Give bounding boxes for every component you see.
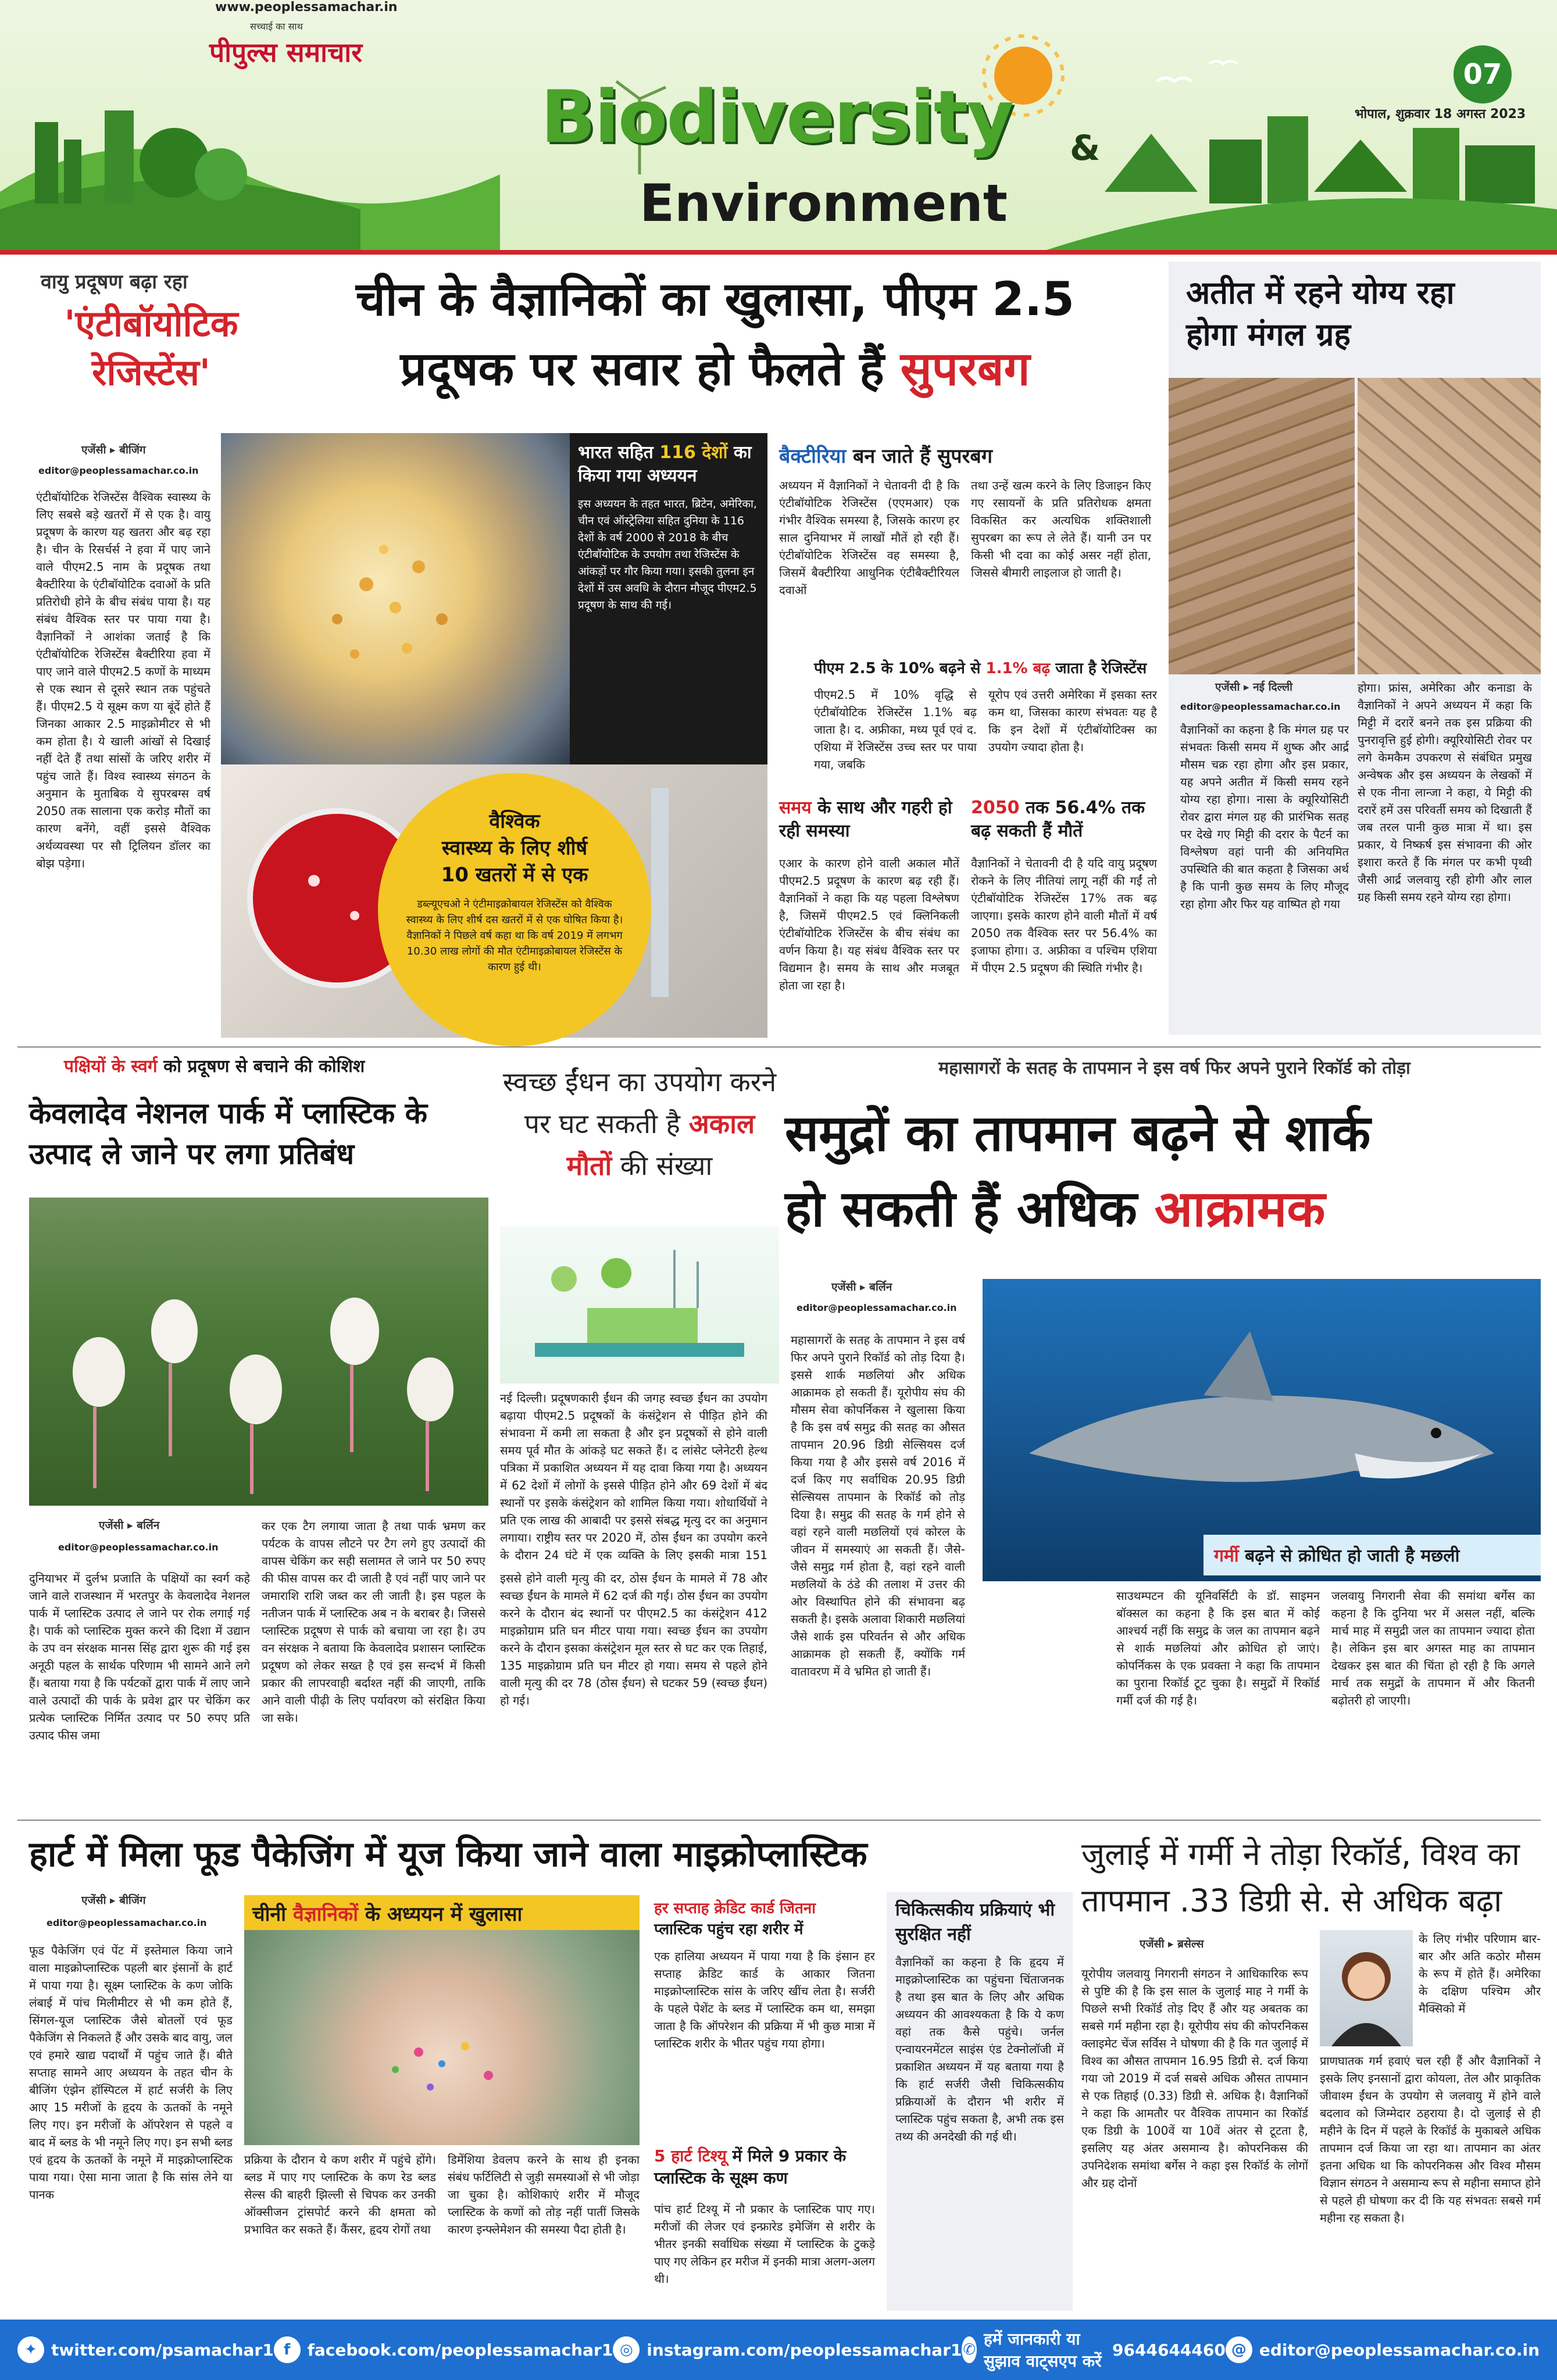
china-headline-line2-b: सुपरबग (900, 342, 1030, 396)
shark-body-left: महासागरों के सतह के तापमान ने इस वर्ष फिर अपने पुराने रिकॉर्ड को तोड़ दिया है। इससे शार्क मछलियां और अधिक आक्रामक हो सकती हैं। यूरोपीय संघ की मौसम सेवा कोपर्निकस ने खुलासा किया है कि इस वर्ष समुद्र की सतह का औसत तापमान 20.96 डिग्री सेल्सियस दर्ज किया गया है और इससे वर्ष 2016 में दर्ज किए गए सर्वाधिक 20.95 डिग्री सेल्सियस तापमान के रिकॉर्ड को तोड़ दिया है। समुद्र की सतह के गर्म होने से वहां रहने वाली मछलियों एवं कोरल के जीवन में समस्याएं आ सकती हैं। जैसे-जैसे समुद्र गर्म होता है, वहां रहने वाली मछलियों के ठंडे की तलाश में उत्तर की ओर विस्थापित होने की संभावना बढ़ सकती है। इसके अलावा शिकारी मछलियां जैसे शार्क इस परिवर्तन से और अधिक आक्रामक हो सकती हैं, क्योंकि गर्म वातावरण में वे भ्रमित हो जाती हैं। (791, 1333, 965, 1678)
mars-photo-right (1358, 378, 1541, 674)
page-number: 07 (1463, 58, 1502, 91)
email-icon: @ (1226, 2336, 1252, 2363)
masthead-website[interactable]: www.peoplessamachar.in (215, 0, 398, 15)
tissue-title (654, 2145, 875, 2189)
antibiotic-byline: एजेंसी ▸ बीजिंग (81, 444, 146, 456)
time-title (779, 796, 959, 843)
footer-facebook[interactable] (274, 2336, 613, 2363)
fuel-headline-a: स्वच्छ ईंधन का उपयोग करने पर घट सकती है (502, 1066, 777, 1139)
micro-col2a: प्रक्रिया के दौरान ये कण शरीर में पहुंचे होंगे। ब्लड में पाए गए प्लास्टिक के कण रेड ब्लड सेल्स की बाहरी झिल्ली से चिपक कर उनकी ऑक्सीजन ट्रांसपोर्ट करने की क्षमता को प्रभावित कर सकते हैं। कैंसर, हृदय रोगों तथा (244, 2153, 436, 2236)
micro-banner-a: चीनी (252, 1903, 287, 1926)
masthead-tagline: सच्चाई का साथ (250, 21, 303, 32)
july-photo-side: के लिए गंभीर परिणाम बार-बार और अति कठोर मौसम के रूप में होते हैं। अमेरिका के दक्षिण पश्चिम और मैक्सिको में (1419, 1932, 1541, 2016)
facebook-icon: f (274, 2336, 301, 2363)
birds-body-right: कर एक टैग लगाया जाता है तथा पार्क भ्रमण कर पर्यटक के वापस लौटने पर टैग लगे हुए उत्पादों की वापस चेकिंग कर सही सलामत ले जाने पर 50 रुपए की फीस वापस कर दी जाती है एवं नहीं पाए जाने पर जमाराशि राशि जब्त कर ली जाती है। इस पहल के नतीजन पार्क में प्लास्टिक अब न के बराबर है। जिससे प्लास्टिक प्रदूषण से पार्क को बचाया जा रहा है। उप वन संरक्षक ने बताया कि केवलादेव प्रशासन प्लास्टिक प्रदूषण को लेकर सख्त है एवं इस सन्दर्भ में किसी प्रकार की लापरवाही बर्दाश्त नहीं की जाएगी, ताकि आने वाली पीढ़ी के लिए पर्यावरण को संरक्षित किया जा सके। (262, 1519, 485, 1725)
whatsapp-label: हमें जानकारी या सुझाव वाट्सएप करें (983, 2329, 1102, 2371)
microplastic-photo (244, 1930, 640, 2145)
shark-strip-a: गर्मी (1214, 1546, 1239, 1566)
row-divider-2 (17, 1820, 1541, 1821)
mars-byline: एजेंसी ▸ नई दिल्ली (1215, 681, 1293, 694)
bacteria-body-1: अध्ययन में वैज्ञानिकों ने चेतावनी दी है कि एंटीबॉयोटिक रेजिस्टेंस (एएमआर) एक गंभीर वैश्विक समस्या है, जिसके कारण हर साल दुनियाभर में लाखों मौतें हो रही हैं। एंटीबॉयोटिक रेजिस्टेंस वह समस्या है, जिसमें बैक्टीरिया आधुनिक एंटीबैक्टीरियल दवाओं (779, 478, 959, 597)
fuel-headline-b: अकाल मौतों (566, 1108, 755, 1181)
pm-title-b: 1.1% बढ़ (985, 660, 1051, 677)
who-circle-title-a: वैश्विक (489, 810, 540, 833)
y2050-body: वैज्ञानिकों ने चेतावनी दी है यदि वायु प्रदूषण रोकने के लिए नीतियां लागू नहीं की गईं तो एंटीबॉयोटिक रेजिस्टेंस 17% तक बढ़ जाएगा। इसके कारण होने वाली मौतों में वर्ष 2050 तक वैश्विक स्तर पर 56.4% का इजाफा होगा। उ. अफ्रीका व पश्चिम एशिया में पीएम 2.5 प्रदूषण की स्थिति गंभीर है। (971, 856, 1157, 975)
bacteria-body-2: तथा उन्हें खत्म करने के लिए डिजाइन किए गए रसायनों के प्रति प्रतिरोधक क्षमता विकसित कर अत्यधिक शक्तिशाली सुपरबग का रूप ले लेते हैं। यानी उन पर किसी भी दवा का कोई असर नहीं होता, जिससे बीमारी लाइलाज हो जाती है। (971, 478, 1151, 580)
antibiotic-body: एंटीबॉयोटिक रेजिस्टेंस वैश्विक स्वास्थ्य के लिए सबसे बड़े खतरों में से एक है। वायु प्रदूषण के कारण यह खतरा और बढ़ रहा है। चीन के रिसर्चर्स ने हवा में पाए जाने वाले पीएम2.5 नाम के प्रदूषक तथा बैक्टीरिया के एंटीबॉयोटिक दवाओं के प्रति प्रतिरोधी होने के बीच संबंध पाया है। यह संबंध वैश्विक स्तर पर पाया गया है। वैज्ञानिकों ने आशंका जताई है कि एंटीबॉयोटिक रेजिस्टेंस बैक्टीरिया हवा में पाए जाने वाले पीएम2.5 कणों के माध्यम से एक स्थान से दूसरे स्थान तक पहुंचते हैं। पीएम2.5 ये सूक्ष्म कण या बूंदें होते हैं जिनका आकार 2.5 माइक्रोमीटर से भी कम होता है। ये खाली आंखों से दिखाई नहीं देते हैं तथा सांसों के जरिए शरीर में पहुंच जाते हैं। विश्व स्वास्थ्य संगठन के अनुमान के मुताबिक ये सुपरबग्स वर्ष 2050 तक सालाना एक करोड़ मौतों का कारण बनेंगे, वहीं इससे वैश्विक अर्थव्यवस्था पर सौ ट्रिलियन डॉलर का बोझ पड़ेगा। (36, 490, 210, 870)
micro-byline: एजेंसी ▸ बीजिंग (81, 1894, 146, 1907)
study-box-title (578, 441, 759, 488)
study-box-title-b: 116 देशों (659, 442, 728, 463)
study-countries-box (570, 433, 767, 764)
footer-twitter[interactable] (17, 2336, 274, 2363)
micro-banner-b: वैज्ञानिकों (292, 1903, 359, 1926)
fuel-headline (500, 1061, 779, 1187)
july-portrait (1320, 1930, 1413, 2046)
birds-byline: एजेंसी ▸ बर्लिन (99, 1519, 160, 1532)
credit-body: एक हालिया अध्ययन में पाया गया है कि इंसान हर सप्ताह क्रेडिट कार्ड के आकार जितना माइक्रोप्लास्टिक सांस के जरिए खींच लेता है। सर्जरी के पहले पेशेंट के ब्लड में प्लास्टिक कम था, समझा जाता है कि ऑपरेशन की प्रक्रिया में भी कुछ मात्रा में प्लास्टिक शरीर के भीतर पहुंच गया होगा। (654, 1949, 875, 2050)
shark-headline-line1: समुद्रों का तापमान बढ़ने से शार्क (785, 1105, 1371, 1163)
row-divider-1 (17, 1046, 1541, 1048)
shark-strip-b: बढ़ने से क्रोधित हो जाती है मछली (1245, 1546, 1460, 1566)
study-box-title-c: का किया गया अध्ययन (578, 442, 752, 486)
micro-col1: फूड पैकेजिंग एवं पेंट में इस्तेमाल किया जाने वाला माइक्रोप्लास्टिक पहली बार इंसानों के हार्ट में पाया गया है। सूक्ष्म प्लास्टिक के कण जोकि लंबाई में पांच मिलीमीटर से भी कम होते हैं, सिंगल-यूज प्लास्टिक जैसे बोतलों एवं फूड पैकेजिंग से निकलते हैं और उसके बाद वायु, जल एवं हमारे खाद्य पदार्थों में पहुंच जाते हैं। बीते सप्ताह सामने आए अध्ययन के तहत चीन के बीजिंग एंझेन हॉस्पिटल में हार्ट सर्जरी के लिए आए 15 मरीजों के हृदय के ऊतकों के नमूने लिए गए। इन मरीजों के ऑपरेशन से पहले व बाद में ब्लड के भी नमूने लिए गए। इन सभी ब्लड एवं हृदय के ऊतकों के नमूने में माइक्रोप्लास्टिक पाया गया। ऐसा माना जाता है कि सांस लेने या पानक (29, 1943, 233, 2202)
footer-email-text: editor@peoplessamachar.co.in (1259, 2340, 1540, 2360)
study-box-body: इस अध्ययन के तहत भारत, ब्रिटेन, अमेरिका, चीन एवं ऑस्ट्रेलिया सहित दुनिया के 116 देशों के वर्ष 2000 से 2018 के बीच एंटीबॉयोटिक के उपयोग तथा रेजिस्टेंस के आंकड़ों पर गौर किया गया। इसकी तुलना इन देशों में उस अवधि के दौरान मौजूद पीएम2.5 प्रदूषण के साथ की गई। (578, 498, 757, 612)
antibiotic-kicker: वायु प्रदूषण बढ़ा रहा (41, 270, 188, 294)
fuel-body-right: इससे होने वाली मृत्यु की दर, ठोस ईंधन के मामले में 78 और स्वच्छ ईंधन के मामले में 62 दर्ज की गई। ठोस ईंधन का उपयोग करने के दौरान बंद स्थानों पर पीएम2.5 का कंसंट्रेशन 412 माइक्रोग्राम प्रति घन मीटर पाया गया। स्वच्छ ईंधन का उपयोग करने के दौरान इसका कंसंट्रेशन मूल स्तर से घट कर एक तिहाई, 135 माइक्रोग्राम प्रति घन मीटर हो गया। समय से पहले होने वाली मृत्यु की दर 78 (ठोस ईंधन) से घटकर 59 (स्वच्छ ईंधन) हो गई। (500, 1571, 767, 1707)
mars-body-left: वैज्ञानिकों का कहना है कि मंगल ग्रह पर संभवतः किसी समय में शुष्क और आर्द्र मौसम चक्र रहा होगा और इस प्रकार, यह अपने अतीत में किसी समय रहने योग्य रहा होगा। नासा के क्यूरियोसिटी रोवर द्वारा मंगल ग्रह की प्रारंभिक सतह पर देखे गए मिट्टी की दरार के पैटर्न का विश्लेषण वहां पानी की अनियमित उपस्थिति की बात कहता है जिसका अर्थ है कि पानी कुछ समय के लिए मौजूद रहा होगा और फिर यह वाष्पित हो गया (1180, 723, 1349, 911)
pm-body-2: यूरोप एवं उत्तरी अमेरिका में इसका स्तर कम था, जिसका कारण संभवतः यह है कि इन देशों में एंटीबॉयोटिक्स का उपयोग ज्यादा होता है। (988, 688, 1157, 754)
masthead-page-number (1454, 45, 1512, 103)
mars-headline: अतीत में रहने योग्य रहा होगा मंगल ग्रह (1186, 274, 1455, 353)
who-threat-circle (378, 773, 651, 1046)
fuel-headline-c: की संख्या (620, 1150, 713, 1181)
shark-headline-line2 (785, 1174, 1535, 1244)
shark-kicker: महासागरों के सतह के तापमान ने इस वर्ष फिर अपने पुराने रिकॉर्ड को तोड़ा (938, 1058, 1410, 1078)
bacteria-title-a: बैक्टीरिया (779, 445, 847, 468)
safe-body: वैज्ञानिकों का कहना है कि हृदय में माइक्रोप्लास्टिक का पहुंचना चिंताजनक है तथा इस बात के लिए और अधिक अध्ययन की आवश्यकता है कि ये कण वहां तक कैसे पहुंचे। जर्नल एन्वायरनमेंटल साइंस एंड टेक्नोलॉजी में प्रकाशित अध्ययन में यह बताया गया है कि हार्ट सर्जरी जैसी चिकित्सकीय प्रक्रियाओं के दौरान भी शरीर में प्लास्टिक पहुंच सकता है, अभी तक इस तथ्य की अनदेखी की गई थी। (895, 1955, 1064, 2143)
birds-kicker-b: को प्रदूषण से बचाने की कोशिश (163, 1056, 365, 1077)
clean-energy-illustration (500, 1227, 779, 1384)
twitter-handle: twitter.com/psamachar1 (51, 2340, 274, 2360)
time-title-a: समय (779, 798, 812, 818)
birds-body-left: दुनियाभर में दुर्लभ प्रजाति के पक्षियों का स्वर्ग कहे जाने वाले राजस्थान में भरतपुर के केवलादेव नेशनल पार्क में प्लास्टिक उत्पाद ले जाने पर रोक लगाई गई है। पार्क को प्लास्टिक मुक्त करने की दिशा में उद्यान के उप वन संरक्षक मानस सिंह द्वारा शुरू की गई इस अनूठी पहल के सार्थक परिणाम भी सामने आने लगे हैं। बताया गया है कि पर्यटकों द्वारा पार्क में लाए जाने वाले उत्पादों की पार्क के प्रवेश द्वार पर चेकिंग कर प्रत्येक प्लास्टिक निर्मित उत्पाद पर 50 रुपए प्रति उत्पाद फीस जमा (29, 1571, 250, 1742)
who-circle-title-c: 10 खतरों में से एक (441, 863, 588, 887)
shark-byline: एजेंसी ▸ बर्लिन (831, 1281, 892, 1293)
y2050-title-a: 2050 (971, 798, 1020, 818)
birds-email[interactable]: editor@peoplessamachar.co.in (58, 1542, 219, 1553)
who-circle-title-b: स्वास्थ्य के लिए शीर्ष (441, 837, 588, 860)
footer-bar (0, 2320, 1557, 2380)
pm-title-a: पीएम 2.5 के 10% बढ़ने से (814, 660, 981, 677)
bacteria-title-b: बन जाते हैं सुपरबग (852, 445, 992, 468)
masthead (0, 0, 1557, 250)
shark-headline-c: आक्रामक (1154, 1180, 1326, 1238)
time-title-b: के साथ और गहरी हो रही समस्या (779, 798, 952, 841)
july-body-left: यूरोपीय जलवायु निगरानी संगठन ने आधिकारिक रूप से पुष्टि की है कि इस साल के जुलाई माह ने गर्मी के पिछले सभी रिकॉर्ड तोड़ दिए हैं और यह अबतक का सबसे गर्म महीना रहा है। यूरोपीय संघ की कोपरनिकस क्लाइमेट चेंज सर्विस ने घोषणा की है कि गत जुलाई में विश्व का औसत तापमान 16.95 डिग्री से. दर्ज किया गया जो 2019 में दर्ज सबसे अधिक औसत तापमान से एक तिहाई (0.33) डिग्री से. अधिक है। वैज्ञानिकों ने कहा कि आमतौर पर वैश्विक तापमान का रिकॉर्ड एक डिग्री के 100वें या 10वें अंतर से टूटता है, इसलिए यह अंतर असमान्य है। कोपरनिकस की उपनिदेशक समांथा बर्गेस ने कहा इस रिकॉर्ड के लोगों और ग्रह दोनों (1081, 1967, 1308, 2190)
credit-title (654, 1898, 875, 1940)
bacteria-title (779, 442, 1151, 469)
birds-kicker (64, 1053, 365, 1077)
micro-banner (244, 1895, 640, 1930)
antibiotic-email[interactable]: editor@peoplessamachar.co.in (38, 465, 199, 476)
birds-shapes (29, 1198, 488, 1506)
masthead-title-amp: & (1070, 128, 1101, 169)
instagram-handle: instagram.com/peoplessamachar1 (647, 2340, 962, 2360)
footer-email[interactable] (1226, 2336, 1540, 2363)
micro-col2b: डिमेंशिया डेवलप करने के साथ ही इनका संबंध फर्टिलिटी से जुड़ी समस्याओं से भी जोड़ा जा चुका है। कोशिकाएं शरीर में मौजूद प्लास्टिक के कणों को तोड़ नहीं पातीं जिसके कारण इन्फ्लेमेशन की समस्या पैदा होती है। (448, 2153, 640, 2236)
who-circle-body: डब्ल्यूएचओ ने एंटीमाइक्रोबायल रेजिस्टेंस को वैश्विक स्वास्थ्य के लिए शीर्ष दस खतरों में से एक घोषित किया है। वैज्ञानिकों ने पिछले वर्ष कहा था कि वर्ष 2019 में लगभग 10.30 लाख लोगों की मौत एंटीमाइक्रोबायल रेजिस्टेंस के कारण हुई थी। (406, 898, 623, 973)
tissue-title-b: में मिले 9 प्रकार के प्लास्टिक के सूक्ष्म कण (654, 2146, 847, 2188)
pm-title (814, 657, 1163, 678)
credit-title-a: हर सप्ताह क्रेडिट कार्ड जितना (654, 1900, 816, 1917)
shark-strip (1204, 1535, 1541, 1575)
july-body-right: प्राणघातक गर्म हवाएं चल रही हैं और वैज्ञानिकों ने इसके लिए इनसानों द्वारा कोयला, तेल और प्राकृतिक जीवाश्म ईंधन के उपयोग से जलवायु में होने वाले बदलाव को जिम्मेदार ठहराया है। दो जुलाई से ही महीने के दिन में पहले के रिकॉर्ड के मुकाबले अधिक तापमान दर्ज किया जा रहा था। तापमान का अंतर इतना अधिक था कि कोपरनिकस और विश्व मौसम विज्ञान संगठन ने असमान्य रूप से महीना समाप्त होने से पहले ही घोषणा कर दी कि यह संभवतः सबसे गर्म महीना रह सकता है। (1320, 2054, 1541, 2225)
y2050-title (971, 796, 1157, 843)
china-headline-line2-a: प्रदूषक पर सवार हो फैलते हैं (400, 342, 884, 396)
y2050-title-b: तक 56.4% तक बढ़ सकती हैं मौतें (971, 798, 1145, 841)
credit-title-b: प्लास्टिक पहुंच रहा शरीर में (654, 1921, 804, 1938)
micro-email[interactable]: editor@peoplessamachar.co.in (47, 1917, 207, 1928)
footer-instagram[interactable] (613, 2336, 962, 2363)
petri-dish-photo (221, 433, 570, 764)
china-headline-line1: चीन के वैज्ञानिकों का खुलासा, पीएम 2.5 (356, 272, 1074, 326)
shark-body-right: जलवायु निगरानी सेवा की समांथा बर्गेस का कहना है कि दुनिया भर में असल नहीं, बल्कि मार्च माह में समुद्री जल का तापमान ज्यादा होता है। लेकिन इस बार अगस्त माह का तापमान देखकर इस बात की चिंता हो रही है कि अगले मार्च तक समुद्रों के तापमान में और कितनी बढ़ोतरी हो जाएगी। (1331, 1589, 1535, 1707)
birds-headline: केवलादेव नेशनल पार्क में प्लास्टिक के उत्पाद ले जाने पर लगा प्रतिबंध (29, 1096, 428, 1171)
shark-email[interactable]: editor@peoplessamachar.co.in (797, 1302, 957, 1313)
shark-headline-b: हो सकती हैं अधिक (785, 1180, 1137, 1238)
birds-photo (29, 1198, 488, 1506)
masthead-title-line2: Environment (640, 173, 1008, 233)
portrait-shape (1320, 1930, 1413, 2046)
safe-title: चिकित्सकीय प्रक्रियाएं भी सुरक्षित नहीं (895, 1900, 1055, 1945)
shark-body-mid: साउथम्पटन की यूनिवर्सिटी के डॉ. साइमन बॉक्सल का कहना है कि इस बात में कोई आश्चर्य नहीं कि समुद्र के जल का तापमान बढ़ने से शार्क मछलियां और क्रोधित हो जाएं। कोपर्निकस के एक प्रवक्ता ने कहा कि तापमान का पुराना रिकॉर्ड टूट चुका है। समुद्रों में रिकॉर्ड गर्मी दर्ज की गई है। (1116, 1589, 1320, 1707)
pm-title-c: जाता है रेजिस्टेंस (1055, 660, 1147, 677)
time-body: एआर के कारण होने वाली अकाल मौतें पीएम2.5 प्रदूषण के कारण बढ़ रही हैं। वैज्ञानिकों ने कहा कि यह पहला विश्लेषण है, जिसमें पीएम2.5 एवं क्लिनिकली एंटीबॉयोटिक रेजिस्टेंस के बीच संबंध का वर्णन किया है। यह संबंध वैश्विक स्तर पर विद्यमान है। समय के साथ और मजबूत होता जा रहा है। (779, 856, 959, 992)
mars-body-right: होगा। फ्रांस, अमेरिका और कनाडा के वैज्ञानिकों ने अपने अध्ययन में कहा कि मिट्टी में दरारें बनने तक इस प्रक्रिया की पुनरावृत्ति हुई होगी। क्यूरियोसिटी रोवर पर लगे केमकैम उपकरण से संबंधित प्रमुख अन्वेषक और इस अध्ययन के लेखकों में से एक नीना लान्जा ने कहा, ये मिट्टी की दरारें हमें उस परिवर्ती समय को दिखाती हैं जब तरल पानी कुछ मात्रा में था। इस प्रकार, ये निष्कर्ष इस संभावना की ओर इशारा करते हैं कि मंगल पर कभी पृथ्वी जैसी आर्द्र जलवायु रही होगी और लाल ग्रह किसी समय रहने योग्य रहा होगा। (1358, 681, 1532, 904)
masthead-title-line1: Biodiversity (541, 76, 1013, 159)
china-headline-line2 (273, 337, 1157, 401)
instagram-icon: ◎ (613, 2336, 640, 2363)
mars-email[interactable]: editor@peoplessamachar.co.in (1180, 701, 1341, 712)
masthead-date: भोपाल, शुक्रवार 18 अगस्त 2023 (1355, 107, 1526, 121)
micro-banner-c: के अध्ययन में खुलासा (365, 1903, 523, 1926)
petri-dots (221, 433, 570, 764)
july-headline: जुलाई में गर्मी ने तोड़ा रिकॉर्ड, विश्व का तापमान .33 डिग्री से. से अधिक बढ़ा (1081, 1836, 1520, 1919)
twitter-icon: ✦ (17, 2336, 44, 2363)
fuel-body-left: नई दिल्ली। प्रदूषणकारी ईंधन की जगह स्वच्छ ईंधन का उपयोग बढ़ाया पीएम2.5 प्रदूषकों के कंसंट्रेशन से पीड़ित होने की संभावना में कमी ला सकता है और इन प्रदूषकों से होने वाली समय पूर्व मौत के आंकड़े घट सकते हैं। द लांसेट प्लेनेटरी हेल्थ पत्रिका में प्रकाशित अध्ययन में यह दावा किया गया है। अध्ययन में 62 देशों में लोगों के इससे पीड़ित होने और 69 देशों में बंद स्थानों पर इसके कंसंट्रेशन को शामिल किया गया। शोधार्थियों ने प्रति एक लाख की आबादी पर इससे संबद्ध मृत्यु दर का अनुमान लगाया। राष्ट्रीय स्तर पर 2020 में, ठोस ईंधन का उपयोग करने के दौरान 24 घंटे में एक व्यक्ति के लिए इसकी मात्रा 151 (500, 1391, 767, 1562)
facebook-handle: facebook.com/peoplessamachar1 (307, 2340, 613, 2360)
tissue-title-a: 5 हार्ट टिश्यू (654, 2146, 727, 2165)
micro-headline: हार्ट में मिला फूड पैकेजिंग में यूज किया जाने वाला माइक्रोप्लास्टिक (29, 1834, 867, 1875)
masthead-red-rule (0, 250, 1557, 255)
microplastic-shapes (244, 1930, 640, 2145)
masthead-paper-name: पीपुल्स समाचार (209, 37, 363, 68)
clean-energy-shapes (500, 1227, 779, 1384)
mars-photo-left (1169, 378, 1355, 674)
antibiotic-headline: 'एंटीबॉयोटिक रेजिस्टेंस' (64, 302, 238, 394)
july-byline: एजेंसी ▸ ब्रसेल्स (1140, 1938, 1204, 1950)
whatsapp-icon: ✆ (962, 2336, 976, 2363)
footer-whatsapp[interactable] (962, 2328, 1225, 2372)
birds-kicker-a: पक्षियों के स्वर्ग (64, 1056, 158, 1077)
tissue-body: पांच हार्ट टिश्यू में नौ प्रकार के प्लास्टिक पाए गए। मरीजों की लेजर एवं इन्फ्रारेड इमेजिंग से शरीर के भीतर इनकी सर्वाधिक संख्या में प्लास्टिक के टुकड़े पाए गए लेकिन हर मरीज में इनकी मात्रा अलग-अलग थी। (654, 2202, 875, 2286)
study-box-title-a: भारत सहित (578, 442, 653, 463)
who-circle-title (406, 808, 623, 888)
pm-body-1: पीएम2.5 में 10% वृद्धि से एंटीबॉयोटिक रेजिस्टेंस 1.1% बढ़ जाता है। द. अफ्रीका, मध्य पूर्व एवं द. एशिया में रेजिस्टेंस उच्च स्तर पर पाया गया, जबकि (814, 688, 977, 771)
whatsapp-number: 9644644460 (1112, 2340, 1226, 2360)
